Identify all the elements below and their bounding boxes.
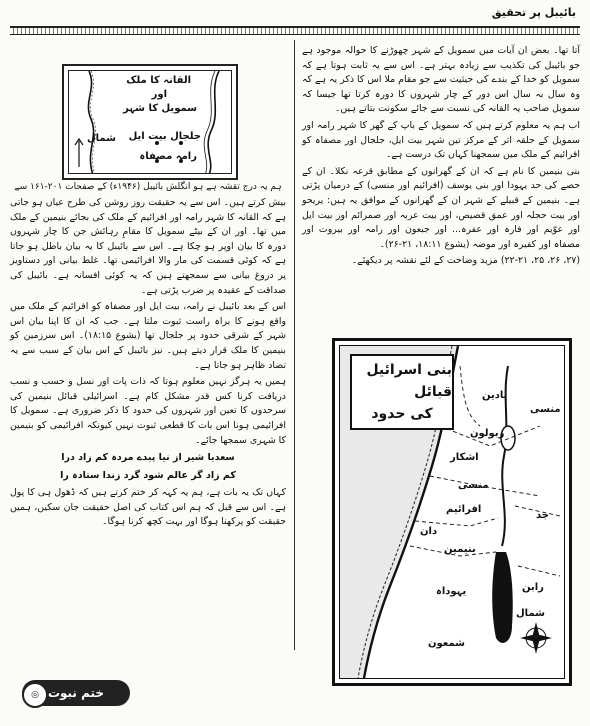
tribes-map-title-box [350, 354, 454, 430]
right-paragraph-1: آتا تھا۔ بعض ان آیات میں سمویل کے شہر چھوڑنے کا حوالہ موجود ہے جو بائیبل کی تکذیب سے زیادہ بہتر ہے۔ اس سے یہ ثابت ہوتا ہے کہ سمویل کو خدا کے بندے کی حیثیت سے جو مقام ملا اس کا ذکر یہ ہے کہ وہ سال بہ سال اس دور کے چار شہروں کا دورہ کرتا تھا جیسا کہ سمویل صاحب یہ القانہ کی نسبت سے جائے سکونت بتاتے ہیں۔ [302, 45, 580, 115]
verse-line-1: سعدیا شیر از نیا پیدے مردہ کم زاد درا [61, 452, 235, 464]
right-footnote: (۲۷، ۲۶، ۲۵، ۲۲-۲۱) مزید وضاحت کے لئے نقشہ پر دیکھئے۔ [351, 255, 580, 267]
small-map [62, 64, 238, 180]
right-column [302, 44, 580, 269]
tribes-map-north: شمال [516, 608, 545, 619]
left-column [10, 196, 286, 530]
header-title: بائیبل پر تحقیق [491, 6, 576, 19]
tribe-label-manasseh-east: منسی [530, 404, 561, 415]
tribe-label-judah: یہوداہ [436, 586, 467, 597]
footer-logo-text: ختم نبوت [47, 686, 105, 700]
small-map-label-top: القانہ کا ملک [126, 75, 191, 86]
tribe-label-reuben: رابن [522, 582, 544, 593]
tribes-map-inner [339, 345, 565, 679]
small-map-label-middle: اور [151, 89, 167, 100]
tribe-label-issachar: اشکار [450, 452, 479, 463]
small-map-town1: جلجال بیت ایل [128, 131, 201, 142]
tribe-label-dan: دان [420, 526, 438, 537]
tribe-label-simeon: شمعون [428, 638, 465, 649]
tribe-label-gad: جد [536, 510, 549, 521]
tribes-map-title-line2: کی حدود [371, 406, 433, 422]
left-paragraph-3: ہمیں یہ ہرگز نہیں معلوم ہوتا کہ ذات پات اور نسل و حسب و نسب دریافت کرنا کس قدر مشکل کام ہے۔ اسرائیلی قبائل بنیمین کی سرحدوں کا تعین اور شہروں کی حدود کا ذکر ضروری ہے۔ سمویل کا افرائیمی ہونا اس بات کا قطعی ثبوت نہیں کیونکہ افرائیمی کو بنیمین کا شہری سمجھا جائے۔ [10, 376, 286, 446]
left-closing: کہاں تک یہ بات ہے، ہم یہ کہہ کر ختم کرتے ہیں کہ ڈھول ہی کا پول ہے۔ اس سے قبل کہ ہم اس کتاب کی اصل حقیقت جان سکیں، ہمیں حقیقت کو پرکھنا ہوگا اور بہت کچھ کرنا ہوگا۔ [10, 487, 286, 528]
tribe-label-benjamin: بنیمین [444, 544, 476, 555]
page-header [0, 0, 590, 40]
tribes-map-title-line1: بنی اسرائیل قبائل [366, 362, 452, 400]
tribe-label-manasseh-west: منسی [458, 480, 489, 491]
right-paragraph-2: اب ہم یہ معلوم کرتے ہیں کہ سمویل کے باپ کے گھر کا شہر رامہ اور سمویل کے حلقہ اثر کے مرکز تین شہر بیت ایل، جلجال اور مصفاہ کو افرائیم کے ملک میں سمجھنا کہاں تک درست ہے۔ [302, 119, 580, 161]
right-paragraph-3: بنی بنیمین کا نام ہے کہ ان کے گھرانوں کے مطابق قرعہ نکلا۔ ان کے حصے کی حد یہودا اور بنی یوسف (افرائیم اور منسی) کے درمیان پڑتی ہے۔ بنیمین کے قبیلے کے شہر ان کے گھرانوں کے موافق یہ ہیں: یریحو اور بیت حجلہ اور عمق قصیص، اور بیت عربہ اور صمرائم اور بیت ایل اور عوّیم اور فارہ اور عفرہ... اور جبعون اور رامہ اور بیروت اور مصفاہ اور کفیرہ اور موضہ (یشوع ۱۸:۱۱، ۲۱-۲۶)۔ [302, 165, 580, 250]
small-map-caption: ہم یہ درج تقشہ ہے ہو انگلش بائیبل (۱۹۴۶ء) کے صفحات ۲۰۱-۱۶۱ سے [14, 182, 282, 192]
header-rule [10, 26, 580, 35]
small-map-inner [68, 70, 232, 174]
footer-emblem-icon: ◎ [22, 682, 48, 708]
left-paragraph-2: اس کے بعد بائیبل نے رامہ، بیت ایل اور مصفاہ کو افرائیم کے ملک میں واقع ہونے کا براہ راست ثبوت ملتا ہے۔ جب کہ ان کا اپنا بیان اس شہر کے شرقی حدود پر جلجال تھا (یشوع ۱۸:۱۵)۔ اس سرزمین کو بنیمین کا ملک قرار دیتے ہیں۔ نیز بائیبل کے اس بیان کے سبب سے یہ تضاد ظاہر ہو جاتا ہے۔ [10, 301, 286, 371]
tribes-map-title [352, 356, 452, 428]
column-divider [294, 40, 295, 650]
tribe-label-naphtali: یادین [482, 390, 508, 401]
tribe-label-ephraim: افرائیم [446, 504, 482, 515]
left-paragraph-1: بیش کرتے ہیں۔ اس سے یہ حقیقت روز روشن کی طرح عیاں ہو جاتی ہے کہ القانہ کا شہر رامہ اور افرائیم کے ملک کی بجائے بنیمین کے ملک میں تھا۔ اور ان کے بیٹے سمویل کا مقامِ رہائش جن کا چار شہروں دورہ کا بیان اوپر ہو چکا ہے۔ اس سے بائیبل کا یہ بیان باطل ہو جاتا ہے کہ کوئی قسمت کی مار والا افرائیمی تھا۔ غلط بیانی اور دستاویز پر دروغ بیانی سے سمجھتے ہیں کہ یہ کوئی افسانہ ہے۔ بائیبل کی صداقت کے عقیدہ پر ضرب پڑتی ہے۔ [10, 197, 286, 296]
small-map-label-bottom: سمویل کا شہر [123, 103, 197, 114]
tribe-label-zebulun: زبولون [470, 428, 505, 439]
small-map-town2: رامہ مصفاہ [139, 151, 197, 162]
tribes-map [332, 338, 572, 686]
verse-line-2: کم زاد گر عالم شود گرد زندا ستادہ را [60, 470, 236, 482]
small-map-north: شمال [87, 133, 116, 144]
